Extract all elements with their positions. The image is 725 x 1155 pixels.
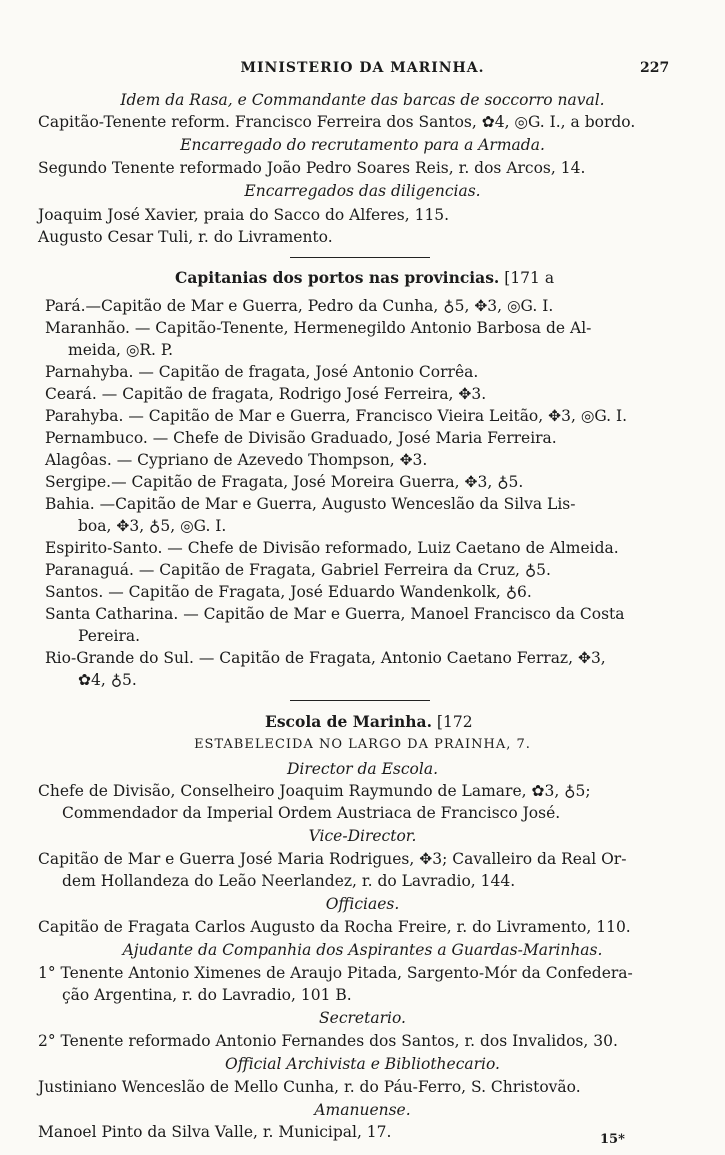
entry-line: Pará.—Capitão de Mar e Guerra, Pedro da Cunha, ♁5, ✥3, ◎G. I. — [45, 297, 554, 315]
section-title: Capitanias dos portos nas provincias. — [175, 268, 500, 287]
page-number: 227 — [640, 60, 670, 76]
entry-line: Sergipe.— Capitão de Fragata, José Moreira Guerra, ✥3, ♁5. — [45, 473, 524, 491]
entry-line: Augusto Cesar Tuli, r. do Livramento. — [38, 228, 333, 246]
entry-line: Alagôas. — Cypriano de Azevedo Thompson, ✥3. — [45, 451, 428, 469]
office-heading: Official Archivista e Bibliothecario. — [225, 1055, 500, 1073]
entry-line: 2° Tenente reformado Antonio Fernandes dos Santos, r. dos Invalidos, 30. — [38, 1032, 618, 1050]
entry-line: Santos. — Capitão de Fragata, José Eduardo Wandenkolk, ♁6. — [45, 583, 532, 601]
section-ref: [172 — [436, 713, 473, 731]
entry-line-cont: boa, ✥3, ♁5, ◎G. I. — [78, 517, 227, 535]
office-heading: Director da Escola. — [286, 760, 439, 778]
office-heading: Encarregado do recrutamento para a Armada. — [180, 136, 545, 154]
entry-line: Segundo Tenente reformado João Pedro Soares Reis, r. dos Arcos, 14. — [38, 159, 586, 177]
entry-line: Pernambuco. — Chefe de Divisão Graduado, José Maria Ferreira. — [45, 429, 557, 447]
entry-line: Maranhão. — Capitão-Tenente, Hermenegildo Antonio Barbosa de Al- — [45, 319, 592, 337]
entry-line-cont: meida, ◎R. P. — [68, 341, 174, 359]
entry-line: Bahia. —Capitão de Mar e Guerra, Augusto Wenceslão da Silva Lis- — [45, 495, 576, 513]
section-heading — [265, 712, 473, 732]
entry-line: 1° Tenente Antonio Ximenes de Araujo Pitada, Sargento-Mór da Confedera- — [38, 964, 633, 982]
page-header-title: MINISTERIO DA MARINHA. — [240, 60, 485, 76]
office-heading: Idem da Rasa, e Commandante das barcas de soccorro naval. — [120, 91, 605, 109]
entry-line: Rio-Grande do Sul. — Capitão de Fragata, Antonio Caetano Ferraz, ✥3, — [45, 649, 606, 667]
entry-line: Ceará. — Capitão de fragata, Rodrigo José Ferreira, ✥3. — [45, 385, 487, 403]
entry-line-cont: Commendador da Imperial Ordem Austriaca de Francisco José. — [62, 804, 561, 822]
entry-line: Parnahyba. — Capitão de fragata, José Antonio Corrêa. — [45, 363, 479, 381]
section-divider — [290, 700, 430, 701]
entry-line-cont: dem Hollandeza do Leão Neerlandez, r. do Lavradio, 144. — [62, 872, 516, 890]
office-heading: Ajudante da Companhia dos Aspirantes a Guardas-Marinhas. — [122, 941, 603, 959]
entry-line: Capitão-Tenente reform. Francisco Ferreira dos Santos, ✿4, ◎G. I., a bordo. — [38, 113, 636, 131]
entry-line: Chefe de Divisão, Conselheiro Joaquim Raymundo de Lamare, ✿3, ♁5; — [38, 782, 591, 800]
entry-line: Joaquim José Xavier, praia do Sacco do Alferes, 115. — [38, 206, 450, 224]
entry-line: Manoel Pinto da Silva Valle, r. Municipal, 17. — [38, 1123, 392, 1141]
entry-line-cont: ✿4, ♁5. — [78, 671, 137, 689]
entry-line: Capitão de Fragata Carlos Augusto da Rocha Freire, r. do Livramento, 110. — [38, 918, 631, 936]
section-divider — [290, 257, 430, 258]
section-heading — [175, 268, 554, 288]
entry-line: Espirito-Santo. — Chefe de Divisão reformado, Luiz Caetano de Almeida. — [45, 539, 619, 557]
entry-line-cont: ção Argentina, r. do Lavradio, 101 B. — [62, 986, 352, 1004]
entry-line: Paranaguá. — Capitão de Fragata, Gabriel Ferreira da Cruz, ♁5. — [45, 561, 551, 579]
office-heading: Encarregados das diligencias. — [244, 182, 481, 200]
entry-line: Parahyba. — Capitão de Mar e Guerra, Francisco Vieira Leitão, ✥3, ◎G. I. — [45, 407, 628, 425]
section-subtitle: ESTABELECIDA NO LARGO DA PRAINHA, 7. — [194, 737, 531, 752]
office-heading: Officiaes. — [325, 895, 400, 913]
entry-line: Santa Catharina. — Capitão de Mar e Guerra, Manoel Francisco da Costa — [45, 605, 625, 623]
office-heading: Vice-Director. — [308, 827, 417, 845]
entry-line: Justiniano Wenceslão de Mello Cunha, r. do Páu-Ferro, S. Christovão. — [38, 1078, 581, 1096]
office-heading: Amanuense. — [314, 1101, 411, 1119]
entry-line-cont: Pereira. — [78, 627, 141, 645]
entry-line: Capitão de Mar e Guerra José Maria Rodrigues, ✥3; Cavalleiro da Real Or- — [38, 850, 627, 868]
section-ref: [171 a — [504, 269, 555, 287]
signature-mark: 15* — [600, 1132, 625, 1147]
section-title: Escola de Marinha. — [265, 712, 432, 731]
office-heading: Secretario. — [319, 1009, 406, 1027]
